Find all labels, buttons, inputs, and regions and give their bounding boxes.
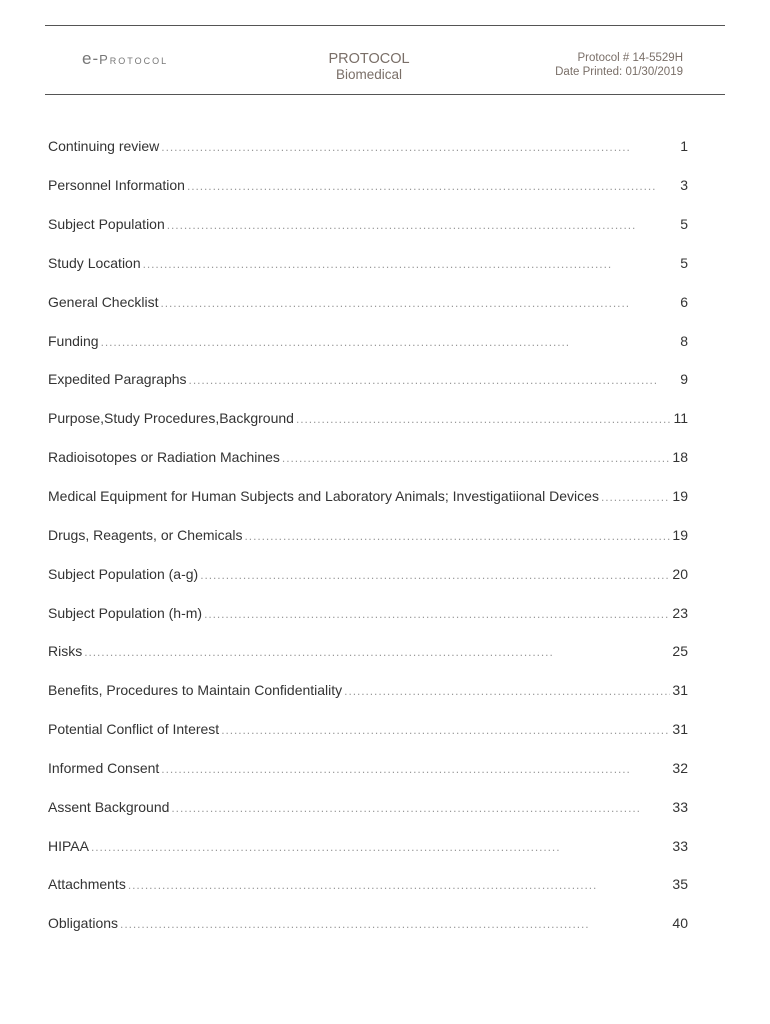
toc-entry[interactable]: [48, 787, 688, 826]
toc-entry[interactable]: [48, 360, 688, 399]
toc-entry-page: 5: [680, 254, 688, 271]
toc-entry-page: 11: [673, 410, 688, 427]
toc-entry-page: 40: [672, 915, 688, 932]
toc-entry-title: Expedited Paragraphs: [48, 371, 187, 388]
toc-entry-page: 6: [680, 293, 688, 310]
document-title: PROTOCOL: [328, 51, 410, 67]
toc-entry-title: Drugs, Reagents, or Chemicals: [48, 526, 243, 543]
toc-entry[interactable]: [48, 399, 688, 438]
document-title-block: [269, 51, 469, 83]
toc-entry-title: Informed Consent: [48, 759, 160, 776]
toc-entry-title: Obligations: [48, 915, 119, 932]
header-top-rule: [45, 25, 725, 26]
toc-dot-leader: [101, 335, 679, 349]
toc-entry-title: Study Location: [48, 254, 141, 271]
toc-entry[interactable]: [48, 749, 688, 788]
toc-entry-page: 32: [672, 759, 688, 776]
toc-entry-title: Subject Population (h-m): [48, 604, 203, 621]
toc-entry[interactable]: [48, 632, 688, 671]
toc-entry[interactable]: [48, 554, 688, 593]
document-subtitle: Biomedical: [335, 67, 403, 82]
toc-entry[interactable]: [48, 904, 688, 943]
toc-entry-title: Radioisotopes or Radiation Machines: [48, 449, 280, 466]
toc-dot-leader: [171, 801, 670, 815]
protocol-number: Protocol # 14-5529H: [577, 52, 683, 64]
logo-e: e-: [82, 49, 100, 68]
toc-dot-leader: [245, 529, 671, 543]
toc-entry[interactable]: [48, 166, 688, 205]
toc-entry-title: Attachments: [48, 876, 126, 893]
toc-dot-leader: [204, 607, 670, 621]
toc-entry-page: 9: [680, 371, 688, 388]
toc-entry-title: Personnel Information: [48, 177, 185, 194]
toc-entry-page: 31: [672, 721, 688, 738]
toc-dot-leader: [221, 723, 670, 737]
toc-entry[interactable]: [48, 438, 688, 477]
toc-entry[interactable]: [48, 244, 688, 283]
toc-entry-title: Assent Background: [48, 798, 170, 815]
toc-entry[interactable]: [48, 515, 688, 554]
toc-entry[interactable]: [48, 826, 688, 865]
toc-entry[interactable]: [48, 205, 688, 244]
toc-entry-page: 1: [680, 138, 688, 155]
toc-dot-leader: [200, 568, 670, 582]
toc-entry-title: Purpose,Study Procedures,Background: [48, 410, 294, 427]
toc-entry-page: 35: [672, 876, 688, 893]
toc-dot-leader: [161, 762, 670, 776]
toc-dot-leader: [91, 840, 670, 854]
toc-entry-title: HIPAA: [48, 837, 89, 854]
toc-entry[interactable]: [48, 321, 688, 360]
protocol-info: [555, 51, 683, 79]
toc-entry-page: 33: [672, 837, 688, 854]
toc-entry-title: Subject Population: [48, 216, 165, 233]
toc-entry-title: Continuing review: [48, 138, 160, 155]
toc-entry-page: 3: [680, 177, 688, 194]
toc-entry-page: 31: [672, 682, 688, 699]
toc-entry-title: Benefits, Procedures to Maintain Confidentiality: [48, 682, 343, 699]
toc-dot-leader: [344, 684, 670, 698]
toc-entry-title: Potential Conflict of Interest: [48, 721, 220, 738]
toc-entry[interactable]: [48, 477, 688, 516]
toc-entry[interactable]: [48, 127, 688, 166]
toc-dot-leader: [189, 373, 679, 387]
toc-entry[interactable]: [48, 710, 688, 749]
toc-entry[interactable]: [48, 282, 688, 321]
logo-text: Protocol: [99, 52, 169, 67]
toc-dot-leader: [84, 645, 670, 659]
toc-entry-title: Medical Equipment for Human Subjects and Laboratory Animals; Investigatiional Devices: [48, 488, 599, 505]
toc-entry-page: 19: [672, 526, 688, 543]
toc-entry[interactable]: [48, 593, 688, 632]
toc-entry[interactable]: [48, 671, 688, 710]
toc-dot-leader: [601, 490, 670, 504]
table-of-contents: [48, 127, 688, 943]
toc-entry-page: 20: [672, 565, 688, 582]
toc-entry[interactable]: [48, 865, 688, 904]
toc-dot-leader: [167, 218, 678, 232]
toc-dot-leader: [143, 257, 679, 271]
toc-dot-leader: [187, 179, 678, 193]
toc-entry-page: 25: [672, 643, 688, 660]
toc-dot-leader: [161, 140, 678, 154]
toc-entry-title: Risks: [48, 643, 83, 660]
toc-dot-leader: [282, 451, 671, 465]
header-bottom-rule: [45, 94, 725, 95]
toc-entry-page: 18: [672, 449, 688, 466]
eprotocol-logo: [82, 49, 168, 69]
toc-entry-title: General Checklist: [48, 293, 159, 310]
toc-dot-leader: [128, 878, 671, 892]
toc-entry-page: 19: [672, 488, 688, 505]
toc-entry-title: Subject Population (a-g): [48, 565, 199, 582]
toc-dot-leader: [296, 412, 672, 426]
toc-entry-page: 23: [672, 604, 688, 621]
toc-entry-page: 8: [680, 332, 688, 349]
toc-dot-leader: [161, 296, 679, 310]
date-printed: Date Printed: 01/30/2019: [555, 66, 683, 78]
toc-dot-leader: [120, 917, 670, 931]
toc-entry-title: Funding: [48, 332, 99, 349]
toc-entry-page: 5: [680, 216, 688, 233]
toc-entry-page: 33: [672, 798, 688, 815]
